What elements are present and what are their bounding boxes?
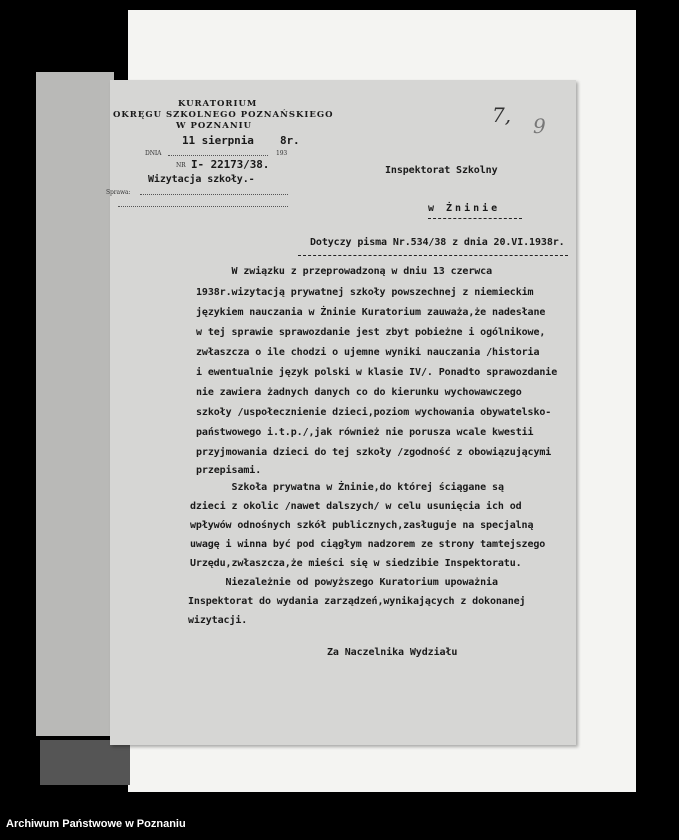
date-label: DNIA <box>145 150 162 157</box>
lower-page-edge <box>40 740 130 785</box>
body-line: przepisami. <box>196 465 262 476</box>
body-line: językiem nauczania w Żninie Kuratorium zauważa,że nadesłane <box>196 307 546 318</box>
body-line: przyjmowania dzieci do tej szkoły /zgodność z obowiązującymi <box>196 447 552 458</box>
body-line: uwagę i winna być pod ciągłym nadzorem ze strony tamtejszego <box>190 539 546 550</box>
body-line: Inspektorat do wydania zarządzeń,wynikających z dokonanej <box>188 596 526 607</box>
letter-date: 11 sierpnia <box>182 134 254 147</box>
body-line: i ewentualnie język polski w klasie IV/. Ponadto sprawozdanie <box>196 367 558 378</box>
body-line: Szkoła prywatna w Żninie,do której ściągane są <box>196 482 504 493</box>
body-line: Niezależnie od powyższego Kuratorium upoważnia <box>190 577 498 588</box>
letterhead-line2: OKRĘGU SZKOLNEGO POZNAŃSKIEGO <box>113 110 334 120</box>
reference-number: I- 22173/38. <box>191 158 270 171</box>
letterhead-line3: W POZNANIU <box>176 121 253 131</box>
addressee-line1: Inspektorat Szkolny <box>385 165 498 176</box>
body-line: Urzędu,zwłaszcza,że mieści się w siedzibie Inspektoratu. <box>190 558 522 569</box>
letter-year: 8r. <box>280 134 300 147</box>
letterhead-line1: KURATORIUM <box>178 99 258 109</box>
folio-mark: 7, <box>492 103 512 127</box>
body-line: wizytacji. <box>188 615 248 626</box>
body-line: wpływów odnośnych szkół publicznych,zasługuje na specjalną <box>190 520 534 531</box>
body-line: zwłaszcza o ile chodzi o ujemne wyniki nauczania /historia <box>196 347 540 358</box>
nr-label: NR <box>176 162 186 169</box>
body-line: nie zawiera żadnych danych co do kierunku wychowawczego <box>196 387 522 398</box>
left-page-edge <box>36 72 114 736</box>
body-line: dzieci z okolic /nawet dalszych/ w celu usunięcia ich od <box>190 501 522 512</box>
sprawa-label: Sprawa: <box>106 189 131 196</box>
body-line: 1938r.wizytacją prywatnej szkoły powszechnej z niemieckim <box>196 287 534 298</box>
subject: Wizytacja szkoły.- <box>148 174 255 185</box>
body-line: państwowego i.t.p./,jak również nie porusza wcale kwestii <box>196 427 534 438</box>
body-line: szkoły /uspołecznienie dzieci,poziom wychowania obywatelsko- <box>196 407 552 418</box>
archive-credit: Archiwum Państwowe w Poznaniu <box>6 818 186 830</box>
body-line: w tej sprawie sprawozdanie jest zbyt pobieżne i ogólnikowe, <box>196 327 546 338</box>
addressee-line2: w Żninie <box>428 203 501 214</box>
year-prefix: 193 <box>276 150 288 157</box>
signature-line: Za Naczelnika Wydziału <box>327 647 458 658</box>
folio-number: 9 <box>533 114 546 138</box>
reference-line: Dotyczy pisma Nr.534/38 z dnia 20.VI.1938r. <box>310 237 565 248</box>
body-line: W związku z przeprowadzoną w dniu 13 czerwca <box>196 266 493 277</box>
